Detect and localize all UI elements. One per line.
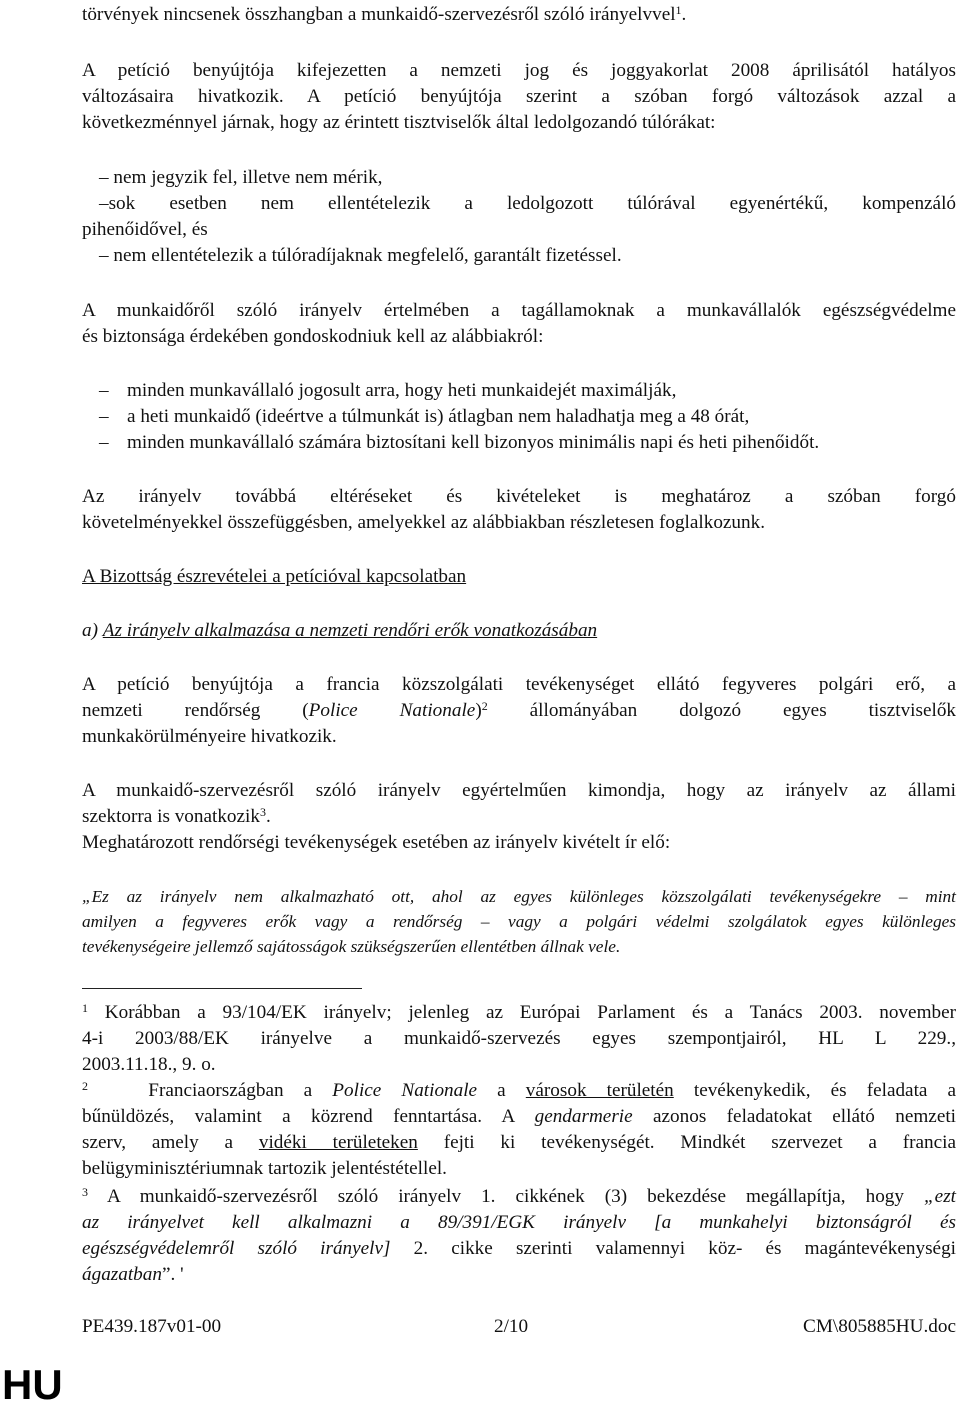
paragraph-line: A petíció benyújtója kifejezetten a nemzeti jog és joggyakorlat 2008 áprilisától hatályos <box>82 60 956 81</box>
footnote-ref-2[interactable]: 2 <box>481 699 488 713</box>
footnote-2-line: belügyminisztériumnak tartozik jelentéstétellel. <box>82 1158 447 1179</box>
section-heading: A Bizottság észrevételei a petícióval kapcsolatban <box>82 566 467 587</box>
paragraph-line: A petíció benyújtója a francia közszolgálati tevékenységet ellátó fegyveres polgári erő, a <box>82 674 956 695</box>
footer-page-number: 2/10 <box>494 1316 529 1337</box>
footnote-3: $^3$ A munkaidő-szervezésről szóló irányelv 1. cikkének (3) bekezdése megállapítja, hogy „ezt <box>82 1185 956 1207</box>
footer-doc-ref: PE439.187v01-00 <box>82 1316 222 1337</box>
paragraph-line: és biztonsága érdekében gondoskodniuk kell az alábbiakról: <box>82 326 544 347</box>
footnote-3-line: az irányelvet kell alkalmazni a 89/391/EGK irányelv [a munkahelyi biztonságról és <box>82 1212 956 1233</box>
paragraph-line: nemzeti rendőrség (Police Nationale)$^2$ állományában dolgozó egyes tisztviselők <box>82 699 957 721</box>
list-item: – nem ellentételezik a túlóradíjaknak megfelelő, garantált fizetéssel. <box>99 245 622 266</box>
list-item: minden munkavállaló jogosult arra, hogy heti munkaidejét maximálják, <box>127 380 677 401</box>
footnote-2-line: bűnüldözés, valamint a közrend fenntartása. A gendarmerie azonos feladatokat ellátó nemzeti <box>82 1106 956 1127</box>
paragraph-line: követelményekkel összefüggésben, amelyekkel az alábbiakban részletesen foglalkozunk. <box>82 512 766 533</box>
list-dash: – <box>99 406 109 427</box>
footnote-1-line: 4-i 2003/88/EK irányelve a munkaidő-szervezés egyes szempontjairól, HL L 229., <box>82 1028 956 1049</box>
paragraph-line: változásaira hivatkozik. A petíció benyújtója szerint a szóban forgó változások azzal a <box>82 86 956 107</box>
quote-line: „Ez az irányelv nem alkalmazható ott, ahol az egyes különleges közszolgálati tevékenységekre – mint <box>82 887 956 906</box>
footnote-ref-3[interactable]: 3 <box>259 805 266 819</box>
footnote-1-line: 2003.11.18., 9. o. <box>82 1054 216 1075</box>
paragraph-line: munkakörülményeire hivatkozik. <box>82 726 337 747</box>
footnote-1: $^1$ Korábban a 93/104/EK irányelv; jelenleg az Európai Parlament és a Tanács 2003. november <box>82 1001 956 1023</box>
list-dash: – <box>99 380 109 401</box>
footnote-3-line: egészségvédelemről szóló irányelv] 2. cikke szerinti valamennyi köz- és magántevékenységi <box>82 1238 956 1259</box>
footnote-2: $^2$ Franciaországban a Police Nationale a városok területén tevékenykedik, és feladata a <box>82 1079 957 1101</box>
paragraph-line: következménnyel járnak, hogy az érintett tisztviselők által ledolgozandó túlórákat: <box>82 112 716 133</box>
paragraph-line: A munkaidő-szervezésről szóló irányelv egyértelműen kimondja, hogy az irányelv az állami <box>82 780 956 801</box>
list-item: –sok esetben nem ellentételezik a ledolgozott túlórával egyenértékű, kompenzáló <box>99 193 956 214</box>
footnote-2-line: szerv, amely a vidéki területeken fejti ki tevékenységét. Mindkét szervezet a francia <box>82 1132 956 1153</box>
footnote-3-line: ágazatban”. ' <box>82 1264 184 1285</box>
footnote-separator <box>82 988 362 989</box>
list-item-continuation: pihenőidővel, és <box>82 219 208 240</box>
list-item: – nem jegyzik fel, illetve nem mérik, <box>99 167 383 188</box>
footnote-ref-1[interactable]: 1 <box>675 3 682 17</box>
footer-file-name: CM\805885HU.doc <box>803 1316 956 1337</box>
list-item: minden munkavállaló számára biztosítani kell bizonyos minimális napi és heti pihenőidőt. <box>127 432 820 453</box>
paragraph-continuation: törvények nincsenek összhangban a munkaidő-szervezésről szóló irányelvvel$^1$. <box>82 3 687 25</box>
paragraph-line: A munkaidőről szóló irányelv értelmében a tagállamoknak a munkavállalók egészségvédelme <box>82 300 956 321</box>
list-dash: – <box>99 432 109 453</box>
quote-line: tevékenységeire jellemző sajátosságok szükségszerűen ellentétben állnak vele. <box>82 937 621 956</box>
paragraph-line: Meghatározott rendőrségi tevékenységek esetében az irányelv kivételt ír elő: <box>82 832 671 853</box>
paragraph-line: szektorra is vonatkozik$^3$. <box>82 805 271 827</box>
quote-line: amilyen a fegyveres erők vagy a rendőrség – vagy a polgári védelmi szolgálatok egyes különleges <box>82 912 956 931</box>
subsection-heading: a) Az irányelv alkalmazása a nemzeti rendőri erők vonatkozásában <box>82 620 598 641</box>
list-item: a heti munkaidő (ideértve a túlmunkát is) átlagban nem haladhatja meg a 48 órát, <box>127 406 750 427</box>
language-code: HU <box>2 1361 63 1408</box>
paragraph-line: Az irányelv továbbá eltéréseket és kivételeket is meghatároz a szóban forgó <box>82 486 956 507</box>
